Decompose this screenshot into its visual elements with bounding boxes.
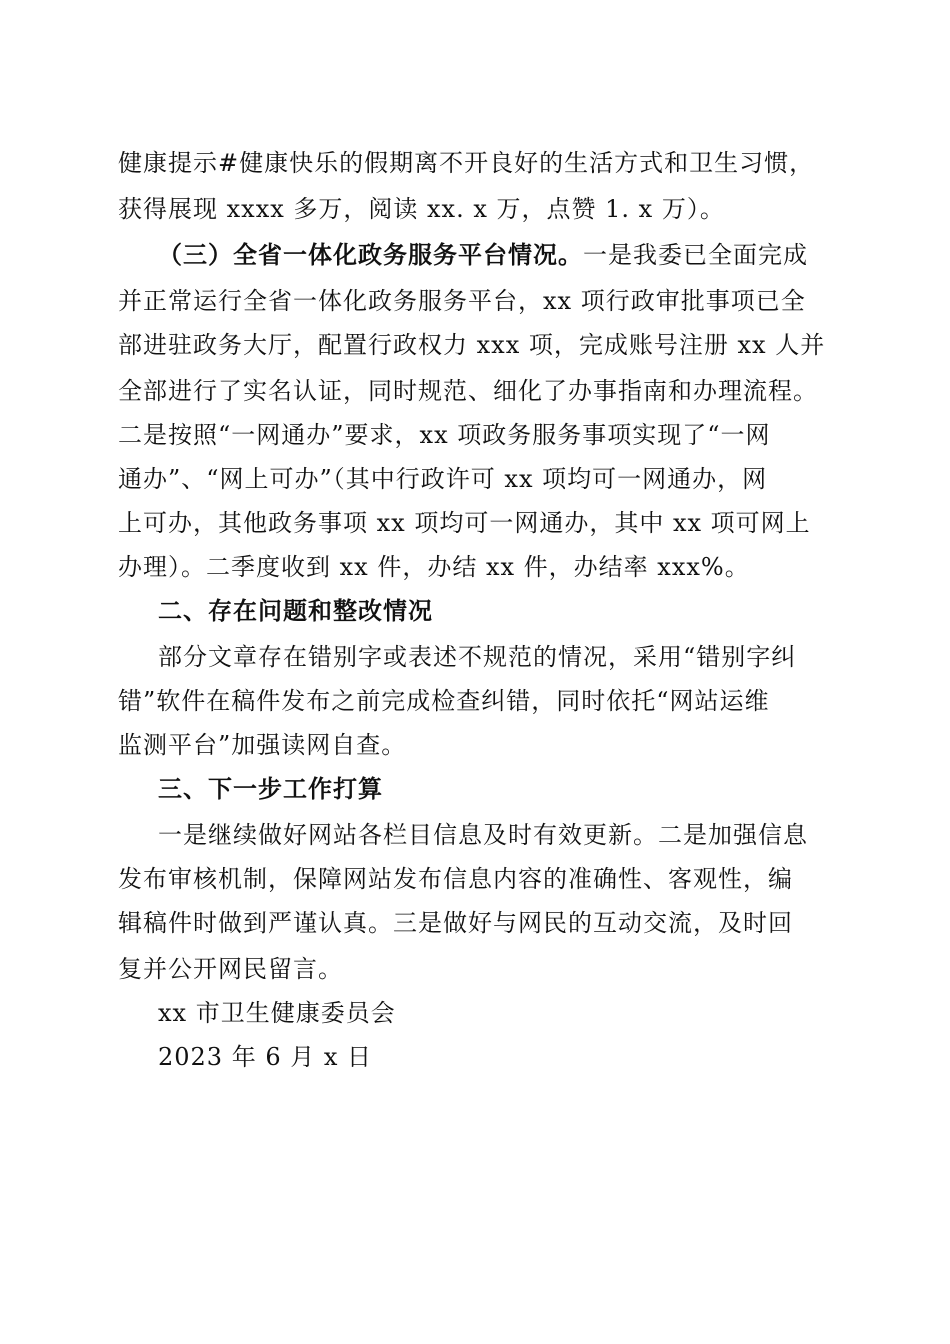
paragraph-line: 二是按照“一网通办”要求，xx 项政务服务事项实现了“一网 [118,421,771,449]
paragraph-line: 一是继续做好网站各栏目信息及时有效更新。二是加强信息 [158,821,808,849]
paragraph-line: 健康提示#健康快乐的假期离不开良好的生活方式和卫生习惯， [118,149,815,177]
paragraph-line: 辑稿件时做到严谨认真。三是做好与网民的互动交流，及时回 [118,909,793,937]
signature-date: 2023 年 6 月 x 日 [158,1043,373,1071]
paragraph-line: 错”软件在稿件发布之前完成检查纠错，同时依托“网站运维 [118,687,770,715]
paragraph-line [158,238,878,272]
paragraph-line: 上可办，其他政务事项 xx 项均可一网通办，其中 xx 项可网上 [118,509,811,537]
signature-organization: xx 市卫生健康委员会 [158,999,396,1027]
paragraph-line: 通办”、“网上可办”（其中行政许可 xx 项均可一网通办，网 [118,465,768,493]
paragraph-line: 发布审核机制，保障网站发布信息内容的准确性、客观性，编 [118,865,793,893]
section-heading: 三、下一步工作打算 [158,775,383,803]
paragraph-line: 办理）。二季度收到 xx 件，办结 xx 件，办结率 xxx%。 [118,553,750,581]
paragraph-line: 并正常运行全省一体化政务服务平台，xx 项行政审批事项已全 [118,287,806,315]
paragraph-line: 获得展现 xxxx 多万，阅读 xx. x 万，点赞 1. x 万）。 [118,195,725,223]
paragraph-line: 全部进行了实名认证，同时规范、细化了办事指南和办理流程。 [118,377,818,405]
paragraph-line: 监测平台”加强读网自查。 [118,731,407,759]
section-heading: 二、存在问题和整改情况 [158,597,433,625]
paragraph-line: 部分文章存在错别字或表述不规范的情况，采用“错别字纠 [158,643,797,671]
paragraph-line: 复并公开网民留言。 [118,955,343,983]
paragraph-text: 一是我委已全面完成 [583,241,808,269]
section-subheading: （三）全省一体化政务服务平台情况。 [158,240,583,269]
paragraph-line: 部进驻政务大厅，配置行政权力 xxx 项，完成账号注册 xx 人并 [118,331,826,359]
